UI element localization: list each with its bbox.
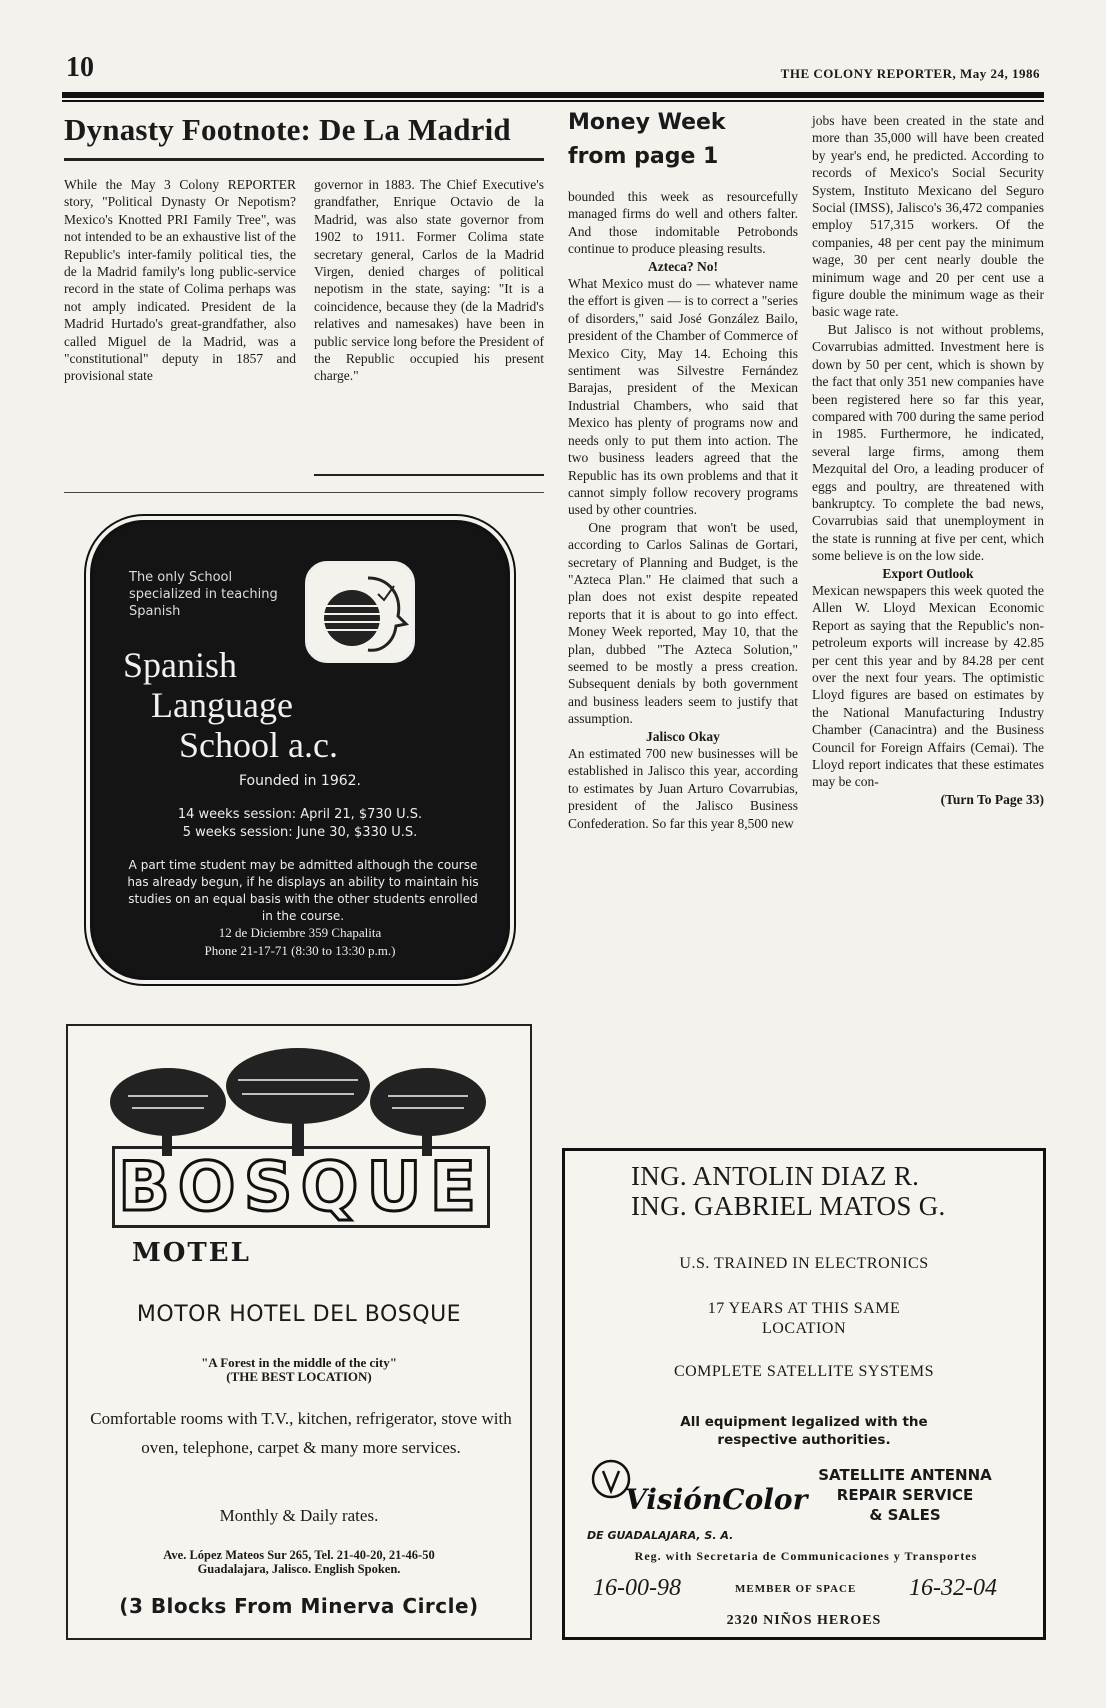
vision-color-logo-text: VisiónColor	[625, 1483, 808, 1516]
money-week-paragraph: jobs have been created in the state and more than 35,000 will have been created by year's end, he predicted. According to records of Mexico's Social Security System, Instituto Mexicano del Seguro Social (IMSS), Jalisco's 36,472 companies employ 517,315 workers. Of the companies, 48 per cent pay the minimum wage, 30 per cent nearly double the minimum wage and 20 per cent use a figure double the minimum wage as their basic wage rate.	[812, 113, 1044, 320]
bosque-motel-label: MOTEL	[132, 1238, 251, 1268]
electronics-ad[interactable]	[562, 1148, 1046, 1640]
subhead-azteca: Azteca? No!	[647, 258, 719, 274]
bosque-address	[68, 1548, 530, 1576]
page-number: 10	[66, 52, 94, 83]
money-week-headline	[568, 106, 788, 174]
school-name-line-3: School a.c.	[179, 725, 338, 765]
headline-rule	[64, 158, 544, 161]
elec-service-line-3: & SALES	[869, 1506, 941, 1524]
school-note: A part time student may be admitted although the course has already begun, if he displays an ability to maintain his studies on an equal basis with the other students enrolled in the course.	[127, 858, 479, 923]
elec-satellite: COMPLETE SATELLITE SYSTEMS	[673, 1363, 935, 1380]
money-week-paragraph: An estimated 700 new businesses will be established in Jalisco this year, according to estimates by Juan Arturo Covarrubias, president of the Jalisco Business Confederation. So far this year 8,500 new	[568, 746, 798, 831]
bosque-sign	[112, 1146, 490, 1228]
masthead: THE COLONY REPORTER, May 24, 1986	[780, 66, 1040, 81]
elec-phone-2[interactable]: 16-32-04	[909, 1575, 997, 1601]
elec-legal-line-1: All equipment legalized with the	[680, 1414, 928, 1430]
elec-membership: MEMBER OF SPACE	[735, 1583, 857, 1595]
trees-illustration-icon	[108, 1046, 488, 1156]
money-week-headline-line-1: Money Week	[568, 110, 726, 135]
spanish-school-ad[interactable]	[90, 520, 510, 980]
vision-color-subtitle: DE GUADALAJARA, S. A.	[587, 1529, 734, 1542]
elec-service-line-2: REPAIR SERVICE	[836, 1486, 974, 1504]
elec-training: U.S. TRAINED IN ELECTRONICS	[679, 1255, 929, 1272]
school-name-line-1: Spanish	[123, 645, 238, 685]
bosque-hotel-name: MOTOR HOTEL DEL BOSQUE	[136, 1302, 462, 1327]
money-week-paragraph: One program that won't be used, according to Carlos Salinas de Gortari, secretary of Planning and Budget, is the "Azteca Plan." He claimed that such a plan does not exist despite repeated reports that it is about to go into effect. Money Week reported, May 10, that the plan, dubbed "The Azteca Solution," seemed to be mostly a press creation. Subsequent denials by both government and business leaders seem to justify that assumption.	[568, 519, 799, 727]
school-session-5-weeks: 5 weeks session: June 30, $330 U.S.	[182, 825, 418, 840]
dynasty-column-2: governor in 1883. The Chief Executive's grandfather, Enrique Octavio de la Madrid, was also state governor from 1902 to 1911. Former Colima state secretary general, Carlos de la Madrid Virgen, denied charges of political nepotism in the state, saying: "It is a coincidence, because they (de la Madrid's relatives and namesakes) have been in public service long before the President of the Republic occupied his present charge."	[314, 177, 544, 384]
elec-years-line-1: 17 YEARS AT THIS SAME	[707, 1300, 901, 1317]
vision-color-logo-icon	[589, 1453, 808, 1527]
elec-service	[775, 1465, 1035, 1525]
turn-to-page-link[interactable]: (Turn To Page 33)	[940, 791, 1044, 807]
elec-years	[565, 1299, 1043, 1339]
section-rule	[64, 492, 544, 493]
subhead-export: Export Outlook	[882, 565, 974, 581]
money-week-paragraph: But Jalisco is not without problems, Covarrubias admitted. Investment here is down by 50 per cent, which is shown by the fact that only 351 new companies have been registered here so far this year, compared with 700 during the same period in 1985. Furthermore, he indicated, several large firms, among them Mezquital del Oro, a leading producer of eggs and poultry, are threatened with bankruptcy. To complete the bad news, Covarrubias said that unemployment in the state is running at five per cent, which some believe is on the low side.	[812, 321, 1044, 564]
school-founded: Founded in 1962.	[239, 773, 361, 789]
bosque-sign-text: BOSQUE	[117, 1147, 485, 1227]
bosque-address-line-2: Guadalajara, Jalisco. English Spoken.	[197, 1562, 401, 1576]
school-address: 12 de Diciembre 359 Chapalita	[218, 925, 382, 940]
school-tagline: The only School specialized in teaching Spanish	[129, 570, 278, 619]
money-week-paragraph: What Mexico must do — whatever name the effort is given — is to correct a "series of disorders," said José González Bailo, president of the Chamber of Commerce of Mexico City, May 14. Echoing this sentiment was Silvestre Fernández Barajas, president of the Mexican Industrial Chambers, who said that Mexico has plenty of programs now and needs only to put them into action. The two business leaders agreed that the Republic has its own problems and that it cannot simply follow recovery programs used by other countries.	[568, 276, 798, 518]
bosque-rates: Monthly & Daily rates.	[219, 1506, 379, 1525]
elec-legal	[565, 1413, 1043, 1449]
elec-service-line-1: SATELLITE ANTENNA	[818, 1466, 992, 1484]
masthead-rule	[62, 92, 1044, 98]
bosque-description: Comfortable rooms with T.V., kitchen, refrigerator, stove with oven, telephone, carpet & many more services.	[90, 1409, 512, 1457]
school-name-line-2: Language	[151, 685, 293, 725]
bosque-slogan	[68, 1356, 530, 1384]
bosque-motel-ad[interactable]	[66, 1024, 532, 1640]
school-phone: Phone 21-17-71 (8:30 to 13:30 p.m.)	[204, 943, 396, 958]
bosque-slogan-line-1: "A Forest in the middle of the city"	[201, 1355, 397, 1370]
money-week-column-2	[812, 112, 1044, 808]
elec-street-address: 2320 NIÑOS HEROES	[726, 1613, 882, 1628]
money-week-paragraph: Mexican newspapers this week quoted the Allen W. Lloyd Mexican Economic Report as saying that the Republic's non-petroleum exports will increase by 42.85 per cent this year and by 84.28 per cent over the next four years. The optimistic Lloyd figures are based on estimates by the National Manufacturing Industry Chamber (Canacintra) and the Business Council for Foreign Affairs (Cemai). The Lloyd report indicates that these estimates may be con-	[812, 582, 1044, 790]
engineer-name-1: ING. ANTOLIN DIAZ R.	[631, 1161, 920, 1191]
elec-years-line-2: LOCATION	[762, 1320, 846, 1337]
money-week-column-1	[568, 188, 798, 832]
engineer-name-2: ING. GABRIEL MATOS G.	[631, 1191, 946, 1221]
dynasty-headline: Dynasty Footnote: De La Madrid	[64, 112, 511, 147]
masthead-rule-thin	[62, 100, 1044, 102]
story-end-rule	[314, 474, 544, 476]
money-week-headline-line-2: from page 1	[568, 144, 719, 169]
bosque-address-line-1: Ave. López Mateos Sur 265, Tel. 21-40-20, 21-46-50	[163, 1548, 435, 1562]
subhead-jalisco: Jalisco Okay	[646, 728, 720, 744]
bosque-slogan-line-2: (THE BEST LOCATION)	[226, 1369, 372, 1384]
bosque-location-note: (3 Blocks From Minerva Circle)	[119, 1594, 479, 1618]
elec-registration: Reg. with Secretaria de Communicaciones y Transportes	[634, 1549, 978, 1563]
school-session-14-weeks: 14 weeks session: April 21, $730 U.S.	[177, 807, 423, 822]
dynasty-column-1: While the May 3 Colony REPORTER story, "Political Dynasty Or Nepotism? Mexico's Knotted PRI Family Tree", was not intended to be an exhaustive list of the Republic's inter-family political ties, the de la Madrid family's long public-service record in the state of Colima perhaps was not amply indicated. President de la Madrid Hurtado's great-grandfather, also called Miguel de la Madrid, was a "constitutional" deputy in 1857 and provisional state	[64, 177, 296, 384]
elec-legal-line-2: respective authorities.	[717, 1432, 891, 1448]
money-week-paragraph: bounded this week as resourcefully managed firms do well and others falter. And those indomitable Petrobonds continue to produce pleasing results.	[568, 189, 798, 257]
elec-phone-1[interactable]: 16-00-98	[593, 1575, 681, 1601]
